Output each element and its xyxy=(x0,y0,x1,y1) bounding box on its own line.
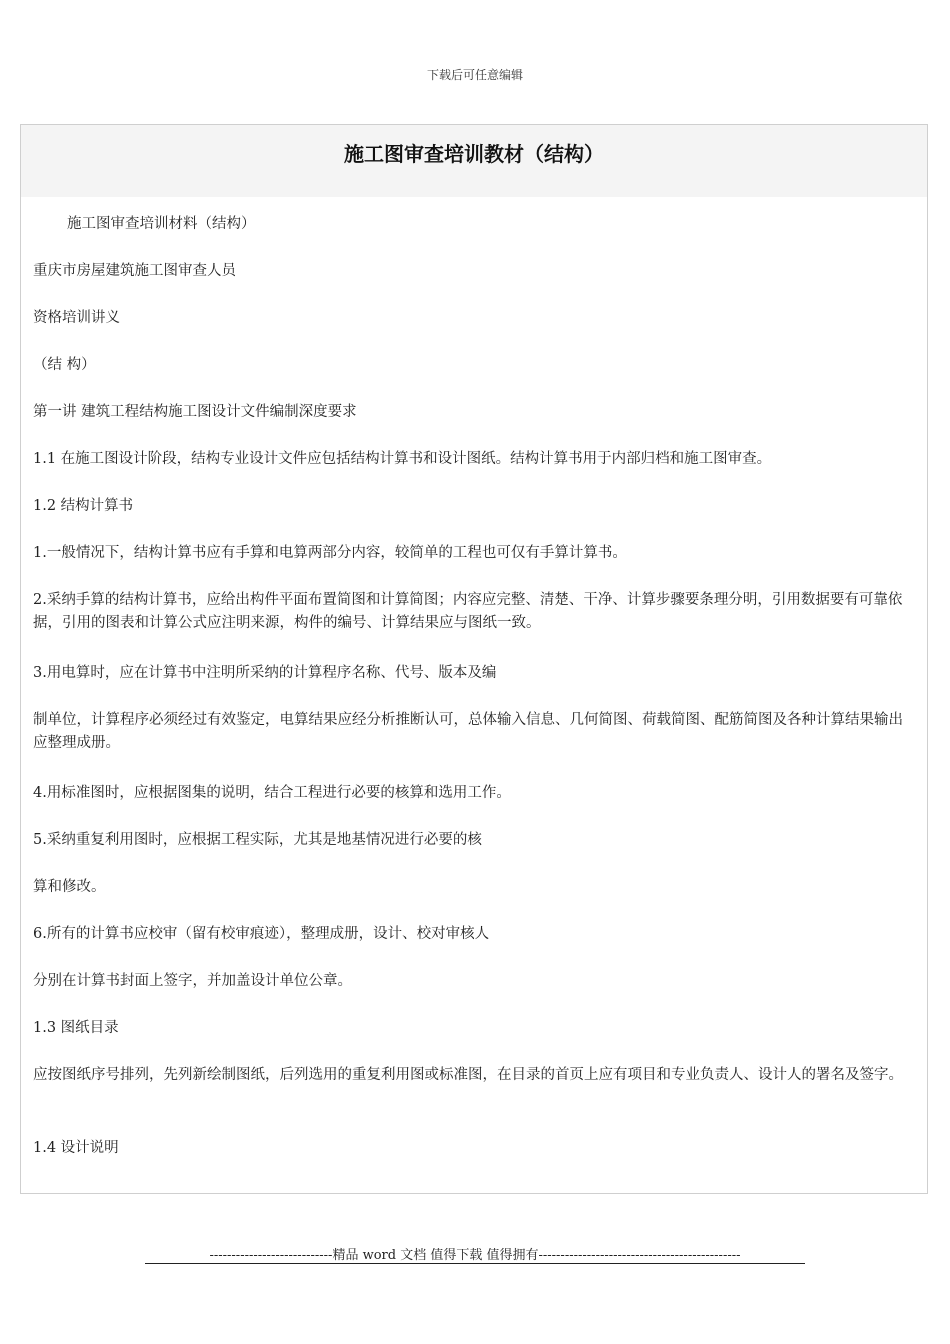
title-bar xyxy=(21,125,927,197)
paragraph: 第一讲 建筑工程结构施工图设计文件编制深度要求 xyxy=(33,404,357,420)
paragraph: 1.3 图纸目录 xyxy=(33,1020,119,1036)
paragraph: 1.4 设计说明 xyxy=(33,1140,119,1156)
paragraph: 资格培训讲义 xyxy=(33,310,120,326)
paragraph: 2.采纳手算的结构计算书，应给出构件平面布置简图和计算简图；内容应完整、清楚、干净、计算步骤要条理分明，引用数据要有可靠依据，引用的图表和计算公式应注明来源，构件的编号、计算结果应与图纸一致。 xyxy=(33,592,903,631)
paragraph: 制单位，计算程序必须经过有效鉴定，电算结果应经分析推断认可，总体输入信息、几何简图、荷载简图、配筋简图及各种计算结果输出应整理成册。 xyxy=(33,712,903,751)
document-panel xyxy=(20,124,928,1194)
paragraph: 3.用电算时，应在计算书中注明所采纳的计算程序名称、代号、版本及编 xyxy=(33,665,497,681)
paragraph: 4.用标准图时，应根据图集的说明，结合工程进行必要的核算和选用工作。 xyxy=(33,785,511,801)
paragraph: 算和修改。 xyxy=(33,879,106,895)
paragraph: 分别在计算书封面上签字，并加盖设计单位公章。 xyxy=(33,973,352,989)
paragraph: 5.采纳重复利用图时，应根据工程实际，尤其是地基情况进行必要的核 xyxy=(33,832,482,848)
paragraph: 重庆市房屋建筑施工图审查人员 xyxy=(33,263,236,279)
paragraph: 6.所有的计算书应校审（留有校审痕迹），整理成册，设计、校对审核人 xyxy=(33,926,490,942)
paragraph: 1.2 结构计算书 xyxy=(33,498,134,514)
paragraph: 施工图审查培训材料（结构） xyxy=(67,216,256,232)
paragraph: （结 构） xyxy=(33,357,96,373)
footer-text: ----------------------------精品 word 文档 值得下载 值得拥有---------------------------------------------- xyxy=(209,1248,741,1263)
document-title: 施工图审查培训教材（结构） xyxy=(344,142,604,166)
header-note: 下载后可任意编辑 xyxy=(426,68,523,82)
paragraph: 1.1 在施工图设计阶段，结构专业设计文件应包括结构计算书和设计图纸。结构计算书用于内部归档和施工图审查。 xyxy=(33,451,772,467)
paragraph: 应按图纸序号排列，先列新绘制图纸，后列选用的重复利用图或标准图，在目录的首页上应有项目和专业负责人、设计人的署名及签字。 xyxy=(33,1067,903,1083)
paragraph: 1.一般情况下，结构计算书应有手算和电算两部分内容，较简单的工程也可仅有手算计算书。 xyxy=(33,545,627,561)
footer-divider xyxy=(145,1263,805,1264)
